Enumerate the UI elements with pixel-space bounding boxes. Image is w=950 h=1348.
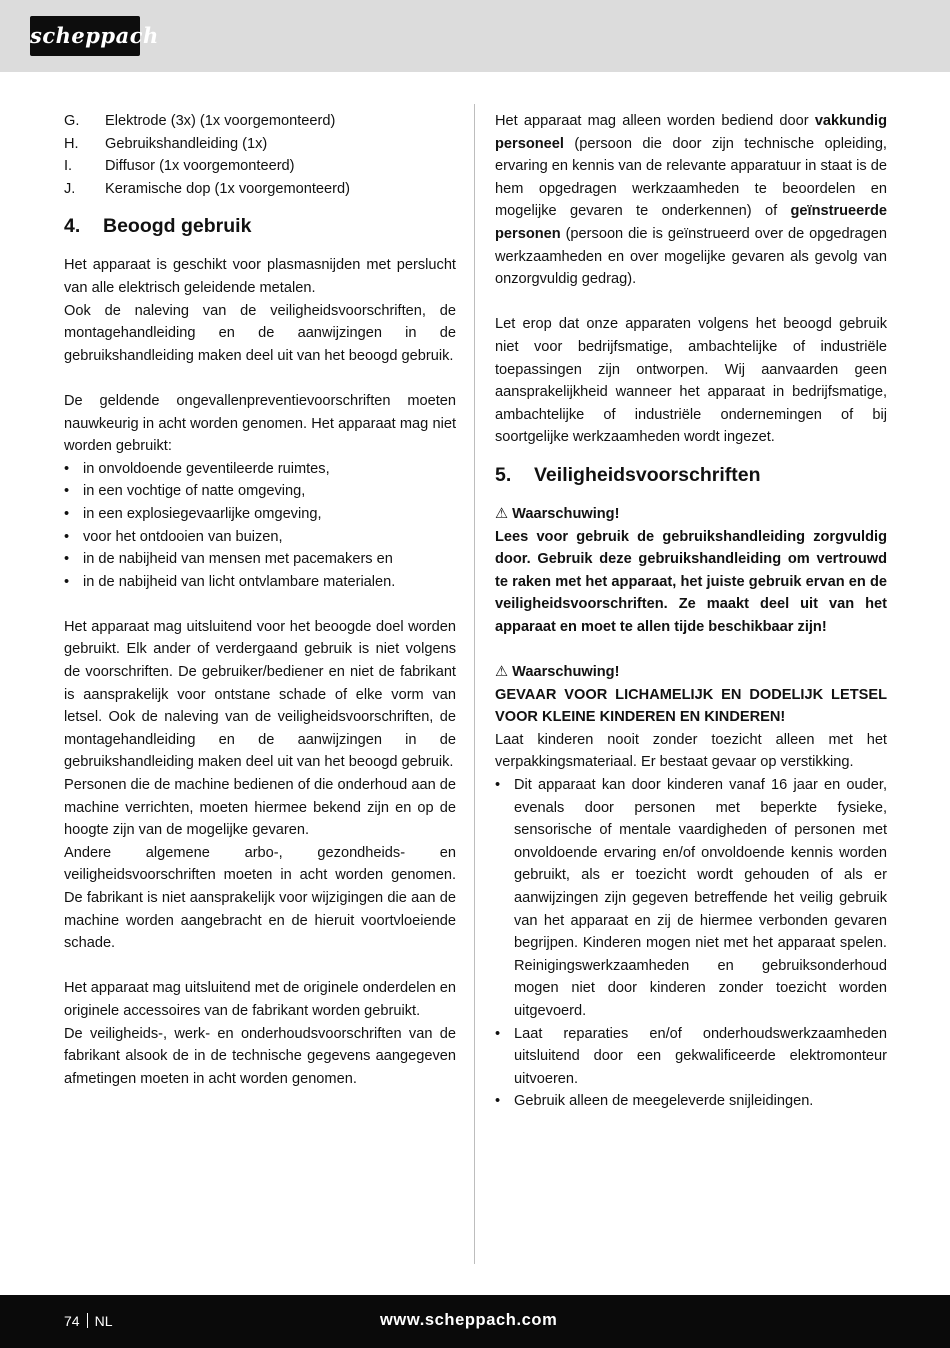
right-column — [495, 110, 887, 1113]
operator-paragraph: Het apparaat mag alleen worden bediend door vakkundig personeel (persoon die door zijn technische opleiding, ervaring en kennis van de relevante apparatuur in staat is de hem opgedragen werkzaamheden te beoordelen en mogelijke gevaren te onderkennen) of geïnstrueerde personen (persoon die is geïnstrueerd over de opgedragen werkzaamheden en over mogelijke gevaren als gevolg van onzorgvuldig gedrag). — [495, 113, 887, 288]
paragraph: Het apparaat is geschikt voor plasmasnijden met perslucht van alle elektrisch geleidende metalen. — [64, 257, 456, 296]
not-allowed-list — [64, 458, 456, 594]
item-key: G. — [64, 113, 80, 129]
paragraph: De veiligheids-, werk- en onderhoudsvoorschriften van de fabrikant alsook de in de technische gegevens aangegeven afmetingen moeten in acht worden genomen. — [64, 1025, 456, 1087]
parts-list-item — [64, 133, 456, 156]
paragraph: Laat kinderen nooit zonder toezicht alleen met het verpakkingsmateriaal. Er bestaat gevaar op verstikking. — [495, 731, 887, 771]
item-text: Diffusor (1x voorgemonteerd) — [105, 158, 295, 175]
paragraph: Personen die de machine bedienen of die onderhoud aan de machine verrichten, moeten hiermee bekend zijn en op de hoogte zijn van de mogelijke gevaren. — [64, 777, 456, 839]
bullet-icon: • — [64, 528, 70, 545]
list-item: • voor het ontdooien van buizen, — [64, 526, 456, 549]
paragraph: Let erop dat onze apparaten volgens het beoogd gebruik niet voor bedrijfsmatige, ambachtelijke of industriële toepassingen zijn ontworpen. Wij aanvaarden geen aansprakelijkheid wanneer het apparaat in bedrijfsmatige, ambachtelijke of industriële ondernemingen of bij soortgelijke werkzaamheden wordt ingezet. — [495, 316, 887, 446]
parts-list-item — [64, 178, 456, 201]
bullet-icon: • — [64, 460, 70, 477]
bold-term: vakkundig personeel — [495, 113, 887, 152]
list-item: • Laat reparaties en/of onderhoudswerkzaamheden uitsluitend door een gekwalificeerde elektromonteur uitvoeren. — [495, 1023, 887, 1091]
paragraph: De geldende ongevallenpreventievoorschriften moeten nauwkeurig in acht worden genomen. Het apparaat mag niet worden gebruikt: — [64, 392, 456, 455]
section-number: 4. — [64, 215, 81, 238]
warning-icon: ⚠ — [495, 664, 509, 681]
paragraph: Ook de naleving van de veiligheidsvoorschriften, de montagehandleiding en de aanwijzingen in de gebruikshandleiding maken deel uit van het beoogd gebruik. — [64, 302, 456, 364]
warning-heading: ⚠ Waarschuwing! — [495, 505, 620, 522]
warning-icon: ⚠ — [495, 505, 509, 522]
section-title: Veiligheidsvoorschriften — [534, 463, 761, 486]
column-divider — [474, 104, 475, 1264]
page-number: 74 NL — [64, 1313, 113, 1329]
list-item: • Gebruik alleen de meegeleverde snijleidingen. — [495, 1090, 887, 1113]
list-item: • in een explosiegevaarlijke omgeving, — [64, 503, 456, 526]
safety-list — [495, 774, 887, 1113]
paragraph: Het apparaat mag uitsluitend voor het beoogde doel worden gebruikt. Elk ander of verdergaand gebruik is niet volgens de voorschriften. De gebruiker/bediener en niet de fabrikant is aansprakelijk voor ontstane schade of elke vorm van letsel. Ook de naleving van de veiligheidsvoorschriften, de montagehandleiding en de aanwijzingen in de gebruikshandleiding maken deel uit van het beoogd gebruik. — [64, 618, 456, 771]
left-column — [64, 110, 456, 1090]
list-item: • in een vochtige of natte omgeving, — [64, 480, 456, 503]
language-code: NL — [94, 1313, 113, 1329]
warning-text: Lees voor gebruik de gebruikshandleiding zorgvuldig door. Gebruik deze gebruikshandleiding om vertrouwd te raken met het apparaat, het juiste gebruik ervan en de veiligheidsvoorschriften. Ze maakt deel uit van het apparaat en moet te allen tijde beschikbaar zijn! — [495, 528, 887, 635]
bullet-icon: • — [64, 573, 70, 590]
paragraph: Het apparaat mag uitsluitend met de originele onderdelen en originele accessoires van de fabrikant worden gebruikt. — [64, 980, 456, 1019]
list-item: • in de nabijheid van mensen met pacemakers en — [64, 548, 456, 571]
section-5-heading — [495, 461, 887, 489]
parts-list — [64, 110, 456, 200]
section-number: 5. — [495, 463, 512, 486]
bullet-icon: • — [495, 1025, 501, 1042]
item-key: J. — [64, 180, 76, 197]
paragraph: Andere algemene arbo-, gezondheids- en veiligheidsvoorschriften moeten in acht worden genomen. De fabrikant is niet aansprakelijk voor wijzigingen die aan de machine worden aangebracht en de hieruit voortvloeiende schade. — [64, 844, 456, 952]
scheppach-logo: scheppach — [30, 16, 140, 56]
bullet-icon: • — [64, 505, 70, 522]
page-footer — [0, 1295, 950, 1348]
bullet-icon: • — [495, 1093, 501, 1110]
bullet-icon: • — [64, 483, 70, 500]
separator — [87, 1313, 88, 1328]
warning-heading: ⚠ Waarschuwing! — [495, 664, 620, 681]
parts-list-item — [64, 155, 456, 178]
bold-term: geïnstrueerde personen — [495, 203, 887, 242]
item-text: Keramische dop (1x voorgemonteerd) — [105, 180, 350, 197]
bullet-icon: • — [64, 551, 70, 568]
list-item: • in de nabijheid van licht ontvlambare materialen. — [64, 571, 456, 594]
section-4-heading — [64, 212, 456, 240]
bullet-icon: • — [495, 777, 501, 794]
item-key: H. — [64, 135, 79, 152]
parts-list-item — [64, 110, 456, 133]
website-link[interactable]: www.scheppach.com — [380, 1311, 558, 1329]
warning-caps-text: GEVAAR VOOR LICHAMELIJK EN DODELIJK LETSEL VOOR KLEINE KINDEREN EN KINDEREN! — [495, 686, 887, 726]
list-item: • in onvoldoende geventileerde ruimtes, — [64, 458, 456, 481]
page-header — [0, 0, 950, 72]
item-key: I. — [64, 158, 73, 175]
section-title: Beoogd gebruik — [103, 215, 252, 238]
item-text: Gebruikshandleiding (1x) — [105, 135, 268, 152]
item-text: Elektrode (3x) (1x voorgemonteerd) — [105, 113, 336, 129]
list-item: • Dit apparaat kan door kinderen vanaf 16 jaar en ouder, evenals door personen met beperkte fysieke, sensorische of mentale vaardigheden of personen met onvoldoende ervaring en/of onvoldoende kennis worden gebruikt, als er toezicht wordt gehouden of als er aanwijzingen zijn gegeven betreffende het veilig gebruik van het apparaat en zij de hiermee verbonden gevaren begrijpen. Kinderen mogen niet met het apparaat spelen. Reinigingswerkzaamheden en gebruiksonderhoud mogen niet door kinderen zonder toezicht worden uitgevoerd. — [495, 774, 887, 1023]
